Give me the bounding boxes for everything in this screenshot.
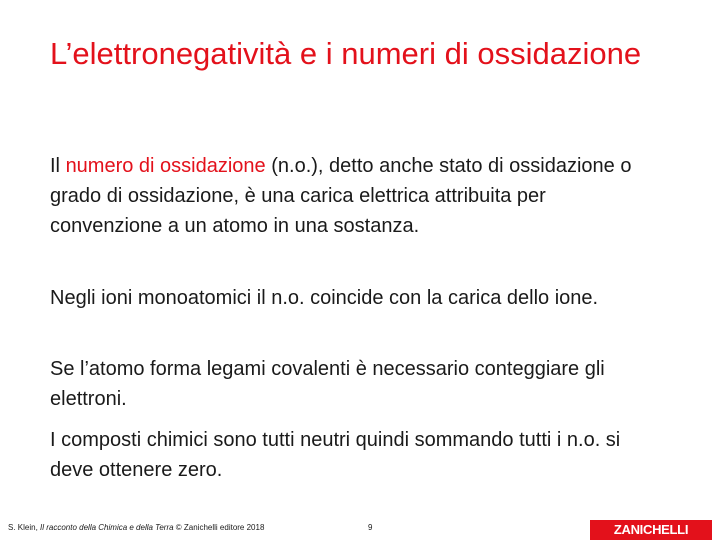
slide-title: L’elettronegatività e i numeri di ossidazione xyxy=(50,36,642,71)
page-number: 9 xyxy=(368,523,373,532)
footer xyxy=(0,514,720,540)
paragraph-text: Il xyxy=(50,155,66,177)
paragraph-text: (n.o.), detto anche stato di ossidazione o grado di ossidazione, è una carica elettrica attribuita per convenzione a un atomo in una sostanza. xyxy=(50,155,632,237)
footer-book-title: Il racconto della Chimica e della Terra xyxy=(40,523,174,532)
paragraph-definition xyxy=(50,151,640,241)
footer-citation xyxy=(8,523,264,532)
paragraph-neutral-compounds: I composti chimici sono tutti neutri quindi sommando tutti i n.o. si deve ottenere zero. xyxy=(50,429,621,481)
highlighted-term: numero di ossidazione xyxy=(65,155,266,177)
zanichelli-logo: ZANICHELLI xyxy=(590,520,712,540)
footer-publisher: © Zanichelli editore 2018 xyxy=(173,523,265,532)
footer-author: S. Klein, xyxy=(8,523,41,532)
paragraph-monatomic-ions: Negli ioni monoatomici il n.o. coincide con la carica dello ione. xyxy=(50,287,599,309)
paragraph-covalent-bonds: Se l’atomo forma legami covalenti è necessario conteggiare gli elettroni. xyxy=(50,358,605,410)
